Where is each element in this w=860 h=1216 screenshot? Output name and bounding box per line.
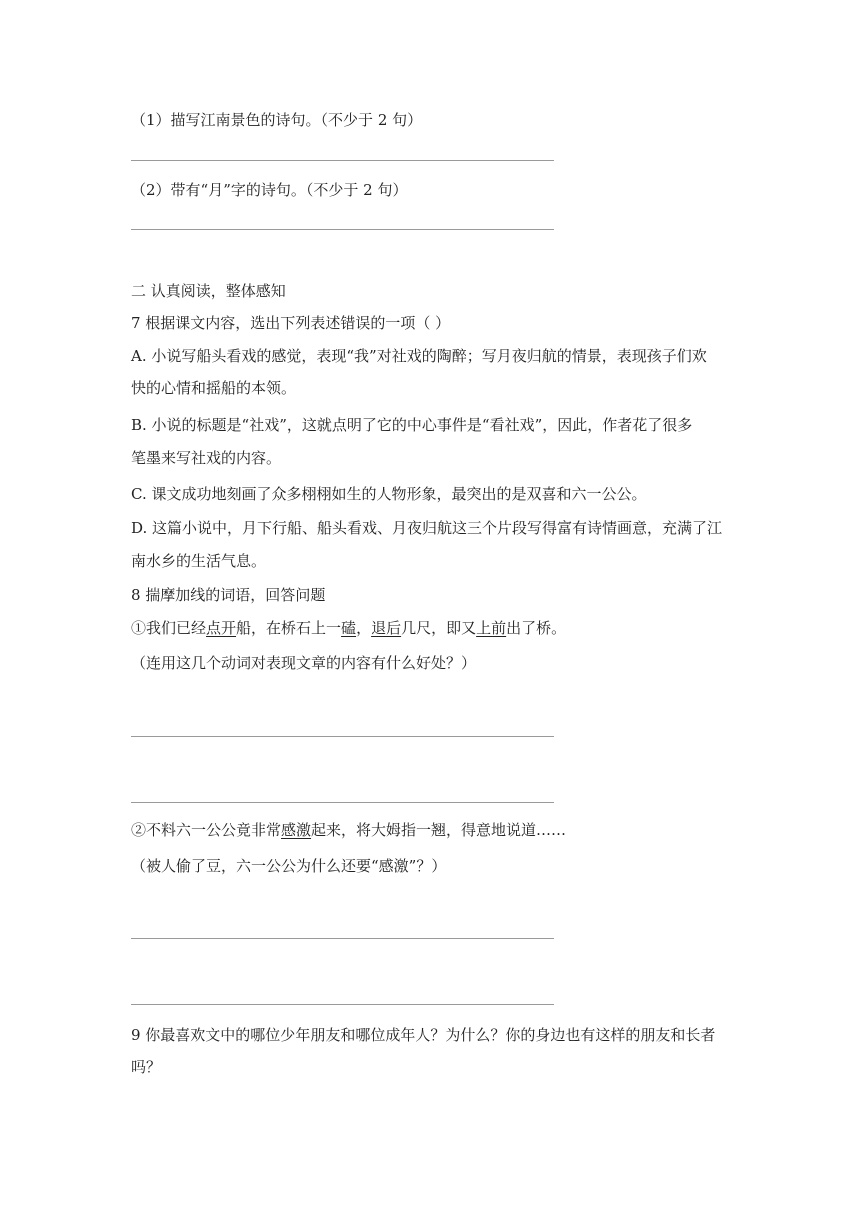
underlined-word: 磕 [341, 619, 357, 637]
question-8-subquestion-1: （连用这几个动词对表现文章的内容有什么好处？） [131, 654, 477, 672]
question-9-line-2: 吗？ [131, 1058, 162, 1076]
underlined-word: 点开 [206, 619, 237, 637]
question-8-subquestion-2: （被人偷了豆，六一公公为什么还要“感激”？） [131, 857, 447, 875]
answer-line [131, 229, 554, 230]
underlined-word: 感激 [281, 821, 312, 839]
question-2-prompt: （2）带有“月”字的诗句。（不少于 2 句） [131, 181, 408, 199]
section-heading: 二 认真阅读，整体感知 [131, 282, 286, 300]
option-a-line-2: 快的心情和摇船的本领。 [131, 379, 297, 397]
question-1-prompt: （1）描写江南景色的诗句。（不少于 2 句） [131, 111, 423, 129]
question-8-sentence-2: ②不料六一公公竟非常感激起来，将大姆指一翘，得意地说道…… [131, 821, 567, 839]
question-9-line-1: 9 你最喜欢文中的哪位少年朋友和哪位成年人？为什么？你的身边也有这样的朋友和长者 [131, 1026, 716, 1044]
question-8-stem: 8 揣摩加线的词语，回答问题 [131, 586, 326, 604]
answer-line [131, 938, 554, 939]
answer-line [131, 802, 554, 803]
option-c: C. 课文成功地刻画了众多栩栩如生的人物形象，最突出的是双喜和六一公公。 [131, 485, 647, 503]
option-b-line-1: B. 小说的标题是“社戏”，这就点明了它的中心事件是“看社戏”，因此，作者花了很多 [131, 416, 693, 434]
underlined-word: 上前 [476, 619, 507, 637]
option-b-line-2: 笔墨来写社戏的内容。 [131, 449, 282, 467]
question-7-stem: 7 根据课文内容，选出下列表述错误的一项（ ） [131, 314, 451, 332]
answer-line [131, 160, 554, 161]
option-d-line-2: 南水乡的生活气息。 [131, 552, 267, 570]
option-a-line-1: A. 小说写船头看戏的感觉，表现“我”对社戏的陶醉；写月夜归航的情景，表现孩子们欢 [131, 347, 707, 365]
option-d-line-1: D. 这篇小说中，月下行船、船头看戏、月夜归航这三个片段写得富有诗情画意，充满了江 [131, 519, 723, 537]
underlined-word: 退后 [371, 619, 402, 637]
answer-line [131, 736, 554, 737]
answer-line [131, 1004, 554, 1005]
question-8-sentence-1: ①我们已经点开船，在桥石上一磕，退后几尺，即又上前出了桥。 [131, 619, 567, 637]
